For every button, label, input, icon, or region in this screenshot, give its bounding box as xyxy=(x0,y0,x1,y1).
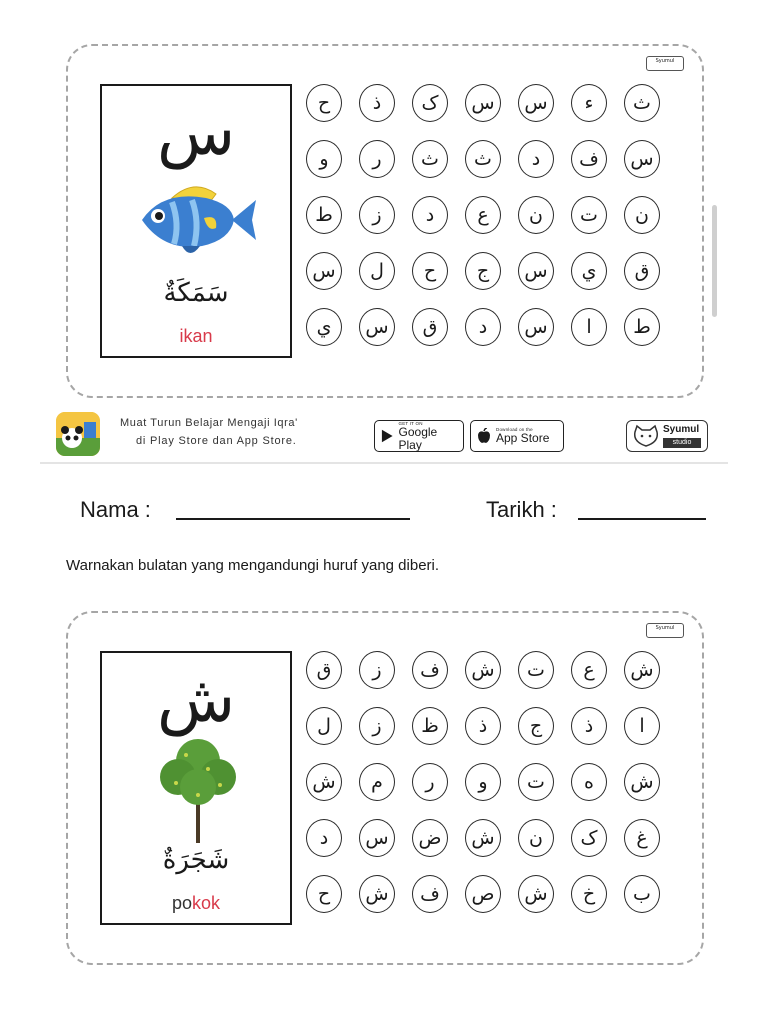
letter-bubble[interactable]: ذ xyxy=(571,707,607,745)
brand-sub: studio xyxy=(663,438,701,448)
letter-bubble[interactable]: س xyxy=(359,819,395,857)
brand-label: Syumul xyxy=(655,58,675,64)
romanized-part: kan xyxy=(183,326,213,346)
letter-bubble[interactable]: ن xyxy=(518,819,554,857)
app-icon[interactable] xyxy=(56,412,100,456)
download-banner xyxy=(40,402,728,464)
letter-bubble[interactable]: ش xyxy=(518,875,554,913)
date-label: Tarikh : xyxy=(486,497,557,522)
google-play-button[interactable] xyxy=(374,420,464,452)
romanized-part: kok xyxy=(192,893,221,913)
letter-bubble[interactable]: ي xyxy=(571,252,607,290)
letter-bubble[interactable]: ک xyxy=(571,819,607,857)
letter-bubble[interactable]: ض xyxy=(412,819,448,857)
name-field[interactable] xyxy=(176,518,410,520)
google-play-label: Google Play xyxy=(398,424,438,452)
romanized-word xyxy=(102,324,290,348)
letter-bubble[interactable]: ش xyxy=(624,763,660,801)
syumul-logo xyxy=(626,420,708,452)
letter-bubble[interactable]: ث xyxy=(624,84,660,122)
arabic-word: شَجَرَةٌ xyxy=(162,845,230,875)
letter-bubble[interactable]: ل xyxy=(306,707,342,745)
name-label: Nama : xyxy=(80,497,151,522)
fish-icon xyxy=(132,174,262,268)
letter-bubble[interactable]: ر xyxy=(359,140,395,178)
letter-bubble[interactable]: ن xyxy=(624,196,660,234)
instruction-text: Warnakan bulatan yang mengandungi huruf yang diberi. xyxy=(66,557,440,574)
letter-bubble[interactable]: ث xyxy=(412,140,448,178)
banner-text xyxy=(120,414,380,450)
letter-bubble[interactable]: ن xyxy=(518,196,554,234)
letter-bubble[interactable]: ث xyxy=(465,140,501,178)
letter-bubble[interactable]: ل xyxy=(359,252,395,290)
letter-bubble[interactable]: ا xyxy=(624,707,660,745)
letter-bubble[interactable]: ط xyxy=(624,308,660,346)
letter-bubble[interactable]: ع xyxy=(571,651,607,689)
letter-grid xyxy=(306,84,660,346)
letter-bubble[interactable]: ش xyxy=(306,763,342,801)
cat-icon xyxy=(631,424,661,450)
play-icon xyxy=(381,428,394,444)
letter-bubble[interactable]: م xyxy=(359,763,395,801)
tree-icon xyxy=(158,735,238,847)
letter-bubble[interactable]: ز xyxy=(359,707,395,745)
exercise-panel-1 xyxy=(66,44,704,398)
letter-bubble[interactable]: د xyxy=(518,140,554,178)
romanized-part: po xyxy=(171,893,192,913)
letter-bubble[interactable]: ق xyxy=(412,308,448,346)
exercise-panel-2 xyxy=(66,611,704,965)
letter-bubble[interactable]: غ xyxy=(624,819,660,857)
letter-bubble[interactable]: ع xyxy=(465,196,501,234)
app-store-label: App Store xyxy=(496,431,550,445)
scrollbar[interactable] xyxy=(712,205,717,317)
letter-bubble[interactable]: س xyxy=(359,308,395,346)
letter-bubble[interactable]: ک xyxy=(412,84,448,122)
letter-bubble[interactable]: و xyxy=(465,763,501,801)
letter-bubble[interactable]: س xyxy=(624,140,660,178)
brand-label: Syumul xyxy=(655,625,675,631)
letter-bubble[interactable]: ف xyxy=(412,651,448,689)
brand-logo xyxy=(646,56,684,71)
letter-bubble[interactable]: ش xyxy=(465,651,501,689)
letter-bubble[interactable]: ف xyxy=(571,140,607,178)
letter-bubble[interactable]: ح xyxy=(412,252,448,290)
banner-line-1: Muat Turun Belajar Mengaji Iqra' xyxy=(120,417,298,429)
letter-bubble[interactable]: د xyxy=(306,819,342,857)
letter-bubble[interactable]: د xyxy=(465,308,501,346)
letter-card xyxy=(100,651,292,925)
letter-bubble[interactable]: ط xyxy=(306,196,342,234)
letter-bubble[interactable]: ص xyxy=(465,875,501,913)
brand-name: Syumul xyxy=(663,424,700,435)
letter-bubble[interactable]: ظ xyxy=(412,707,448,745)
letter-bubble[interactable]: ت xyxy=(518,651,554,689)
romanized-word xyxy=(102,891,290,915)
letter-bubble[interactable]: ا xyxy=(571,308,607,346)
letter-bubble[interactable]: ت xyxy=(571,196,607,234)
letter-bubble[interactable]: ء xyxy=(571,84,607,122)
brand-logo xyxy=(646,623,684,638)
letter-bubble[interactable]: ب xyxy=(624,875,660,913)
letter-bubble[interactable]: ش xyxy=(465,819,501,857)
arabic-word: سَمَكَةٌ xyxy=(163,278,229,308)
app-store-small: Download on the xyxy=(496,427,533,432)
letter-grid xyxy=(306,651,660,913)
date-field[interactable] xyxy=(578,518,706,520)
letter-bubble[interactable]: س xyxy=(518,252,554,290)
letter-bubble[interactable]: ذ xyxy=(359,84,395,122)
banner-line-2: di Play Store dan App Store. xyxy=(136,435,297,447)
letter-bubble[interactable]: ف xyxy=(412,875,448,913)
letter-bubble[interactable]: س xyxy=(465,84,501,122)
letter-bubble[interactable]: ه xyxy=(571,763,607,801)
letter-bubble[interactable]: ي xyxy=(306,308,342,346)
target-letter: ش xyxy=(156,663,236,737)
letter-bubble[interactable]: خ xyxy=(571,875,607,913)
letter-bubble[interactable]: ش xyxy=(624,651,660,689)
letter-bubble[interactable]: ش xyxy=(359,875,395,913)
letter-bubble[interactable]: ج xyxy=(465,252,501,290)
google-play-small: GET IT ON xyxy=(398,420,423,426)
letter-bubble[interactable]: ح xyxy=(306,875,342,913)
letter-bubble[interactable]: س xyxy=(518,308,554,346)
letter-bubble[interactable]: د xyxy=(412,196,448,234)
letter-bubble[interactable]: ق xyxy=(306,651,342,689)
apple-icon xyxy=(477,428,491,444)
letter-bubble[interactable]: س xyxy=(306,252,342,290)
letter-bubble[interactable]: و xyxy=(306,140,342,178)
letter-card xyxy=(100,84,292,358)
letter-bubble[interactable]: س xyxy=(518,84,554,122)
letter-bubble[interactable]: ذ xyxy=(465,707,501,745)
letter-bubble[interactable]: ز xyxy=(359,196,395,234)
letter-bubble[interactable]: ق xyxy=(624,252,660,290)
target-letter: س xyxy=(156,96,236,170)
romanized-part: i xyxy=(179,326,184,346)
letter-bubble[interactable]: ح xyxy=(306,84,342,122)
letter-bubble[interactable]: ز xyxy=(359,651,395,689)
letter-bubble[interactable]: ر xyxy=(412,763,448,801)
app-store-button[interactable] xyxy=(470,420,564,452)
letter-bubble[interactable]: ت xyxy=(518,763,554,801)
letter-bubble[interactable]: ج xyxy=(518,707,554,745)
